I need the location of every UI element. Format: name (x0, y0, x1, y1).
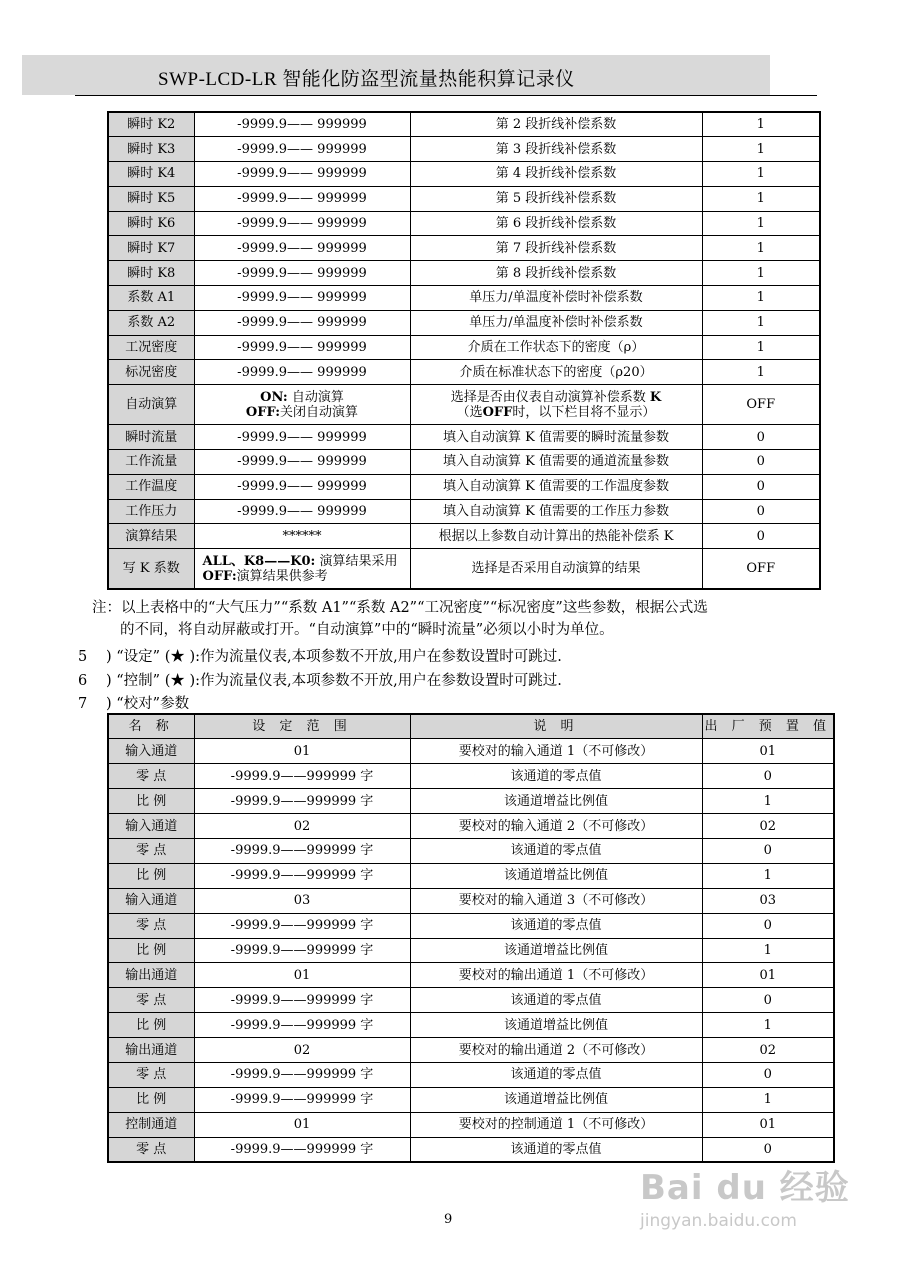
param-range: -9999.9—— 999999 (194, 112, 410, 137)
param-range: -9999.9—— 999999 (194, 425, 410, 450)
param-description: 该通道增益比例值 (410, 863, 702, 888)
table-row (108, 764, 834, 789)
param-default: 1 (702, 286, 820, 311)
table-row (108, 789, 834, 814)
param-default: 1 (702, 137, 820, 162)
param-range: -9999.9——999999 字 (194, 1062, 410, 1087)
param-range: -9999.9—— 999999 (194, 450, 410, 475)
param-default: 02 (702, 814, 834, 839)
param-name: 瞬时 K7 (108, 236, 194, 261)
cell-text: 关闭自动演算 (280, 404, 359, 420)
param-range (194, 385, 410, 425)
column-header: 名 称 (108, 714, 194, 739)
table-row (108, 1137, 834, 1162)
param-range: 02 (194, 1038, 410, 1063)
param-name: 零 点 (108, 838, 194, 863)
param-name: 瞬时 K5 (108, 186, 194, 211)
param-description: 第 7 段折线补偿系数 (410, 236, 702, 261)
table-row (108, 360, 820, 385)
param-default: 1 (702, 186, 820, 211)
param-name: 输入通道 (108, 888, 194, 913)
param-range: -9999.9—— 999999 (194, 137, 410, 162)
param-name: 瞬时 K6 (108, 211, 194, 236)
param-range: -9999.9——999999 字 (194, 764, 410, 789)
param-description: 单压力/单温度补偿时补偿系数 (410, 310, 702, 335)
param-name: 工况密度 (108, 335, 194, 360)
param-default: 01 (702, 1112, 834, 1137)
cell-text: 自动演算 (291, 389, 344, 405)
table-row (108, 1013, 834, 1038)
param-default: 0 (702, 913, 834, 938)
param-default: 02 (702, 1038, 834, 1063)
table-row (108, 425, 820, 450)
param-default: 0 (702, 988, 834, 1013)
param-name: 比 例 (108, 1087, 194, 1112)
param-range: -9999.9——999999 字 (194, 938, 410, 963)
param-default: 1 (702, 162, 820, 187)
param-range: -9999.9—— 999999 (194, 236, 410, 261)
param-default: 1 (702, 335, 820, 360)
table-row (108, 162, 820, 187)
param-range: -9999.9——999999 字 (194, 1087, 410, 1112)
param-default: 1 (702, 360, 820, 385)
column-header: 设 定 范 围 (194, 714, 410, 739)
param-default: 1 (702, 236, 820, 261)
param-name: 自动演算 (108, 385, 194, 425)
table-header-row (108, 714, 834, 739)
param-description: 要校对的输入通道 3（不可修改） (410, 888, 702, 913)
param-description: 要校对的输出通道 1（不可修改） (410, 963, 702, 988)
param-description: 选择是否采用自动演算的结果 (410, 549, 702, 589)
param-range: 01 (194, 739, 410, 764)
param-name: 输入通道 (108, 739, 194, 764)
table-row (108, 261, 820, 286)
table-row (108, 938, 834, 963)
param-default: 0 (702, 838, 834, 863)
param-name: 比 例 (108, 789, 194, 814)
parameter-table (107, 111, 821, 590)
param-description: 该通道的零点值 (410, 764, 702, 789)
param-range: -9999.9——999999 字 (194, 1013, 410, 1038)
table-row (108, 863, 834, 888)
param-name: 标况密度 (108, 360, 194, 385)
page-number: 9 (444, 1212, 453, 1227)
param-default: 0 (702, 425, 820, 450)
param-range: -9999.9—— 999999 (194, 286, 410, 311)
param-description: 该通道增益比例值 (410, 1087, 702, 1112)
param-name: 零 点 (108, 764, 194, 789)
cell-text: K (649, 389, 662, 405)
param-range: ****** (194, 524, 410, 549)
param-name: 输入通道 (108, 814, 194, 839)
table-row (108, 838, 834, 863)
param-range: -9999.9——999999 字 (194, 988, 410, 1013)
param-range: -9999.9—— 999999 (194, 162, 410, 187)
param-range (194, 549, 410, 589)
param-description: 要校对的输出通道 2（不可修改） (410, 1038, 702, 1063)
param-name: 瞬时 K8 (108, 261, 194, 286)
param-name: 演算结果 (108, 524, 194, 549)
watermark-logo: Bai du 经验 (640, 1168, 850, 1208)
param-description: 第 4 段折线补偿系数 (410, 162, 702, 187)
param-default: OFF (702, 549, 820, 589)
param-range: 03 (194, 888, 410, 913)
param-name: 工作温度 (108, 474, 194, 499)
param-description: 该通道的零点值 (410, 913, 702, 938)
list-item: 7 ) “校对”参数 (78, 696, 190, 712)
header-rule (75, 95, 817, 96)
table-row (108, 988, 834, 1013)
param-default: 0 (702, 499, 820, 524)
param-description: 要校对的控制通道 1（不可修改） (410, 1112, 702, 1137)
param-description: 要校对的输入通道 2（不可修改） (410, 814, 702, 839)
param-name: 瞬时 K4 (108, 162, 194, 187)
param-default: OFF (702, 385, 820, 425)
table-row (108, 186, 820, 211)
list-item: 6 ) “控制” (★ ):作为流量仪表,本项参数不开放,用户在参数设置时可跳过. (78, 673, 562, 689)
param-description: 该通道增益比例值 (410, 789, 702, 814)
param-description: 单压力/单温度补偿时补偿系数 (410, 286, 702, 311)
list-item: 5 ) “设定” (★ ):作为流量仪表,本项参数不开放,用户在参数设置时可跳过. (78, 649, 562, 665)
table-note (92, 597, 832, 641)
param-range: -9999.9——999999 字 (194, 789, 410, 814)
param-name: 瞬时流量 (108, 425, 194, 450)
param-range: -9999.9—— 999999 (194, 186, 410, 211)
cell-text: OFF: (245, 404, 281, 420)
param-range: 01 (194, 1112, 410, 1137)
param-default: 1 (702, 1013, 834, 1038)
param-default: 01 (702, 739, 834, 764)
table-row (108, 524, 820, 549)
param-range: -9999.9—— 999999 (194, 499, 410, 524)
param-description: 填入自动演算 K 值需要的瞬时流量参数 (410, 425, 702, 450)
table-row (108, 1087, 834, 1112)
param-default: 1 (702, 863, 834, 888)
param-default: 1 (702, 310, 820, 335)
param-description: 第 2 段折线补偿系数 (410, 112, 702, 137)
param-default: 03 (702, 888, 834, 913)
param-description: 该通道的零点值 (410, 1062, 702, 1087)
table-row (108, 450, 820, 475)
note-line-1: 注：以上表格中的“大气压力”“系数 A1”“系数 A2”“工况密度”“标况密度”这些参数，根据公式选 (92, 600, 708, 616)
param-name: 零 点 (108, 913, 194, 938)
table-row (108, 1112, 834, 1137)
param-name: 比 例 (108, 863, 194, 888)
param-description: 该通道的零点值 (410, 1137, 702, 1162)
table-row (108, 474, 820, 499)
table-row (108, 236, 820, 261)
param-range: -9999.9—— 999999 (194, 335, 410, 360)
param-default: 1 (702, 211, 820, 236)
baidu-watermark (640, 1160, 850, 1231)
param-description: 介质在工作状态下的密度（ρ） (410, 335, 702, 360)
param-description: 该通道增益比例值 (410, 938, 702, 963)
table-row (108, 814, 834, 839)
param-range: -9999.9——999999 字 (194, 1137, 410, 1162)
param-range: 02 (194, 814, 410, 839)
cell-text: 时，以下栏目将不显示） (512, 404, 656, 420)
param-description: 介质在标准状态下的密度（ρ20） (410, 360, 702, 385)
param-range: -9999.9—— 999999 (194, 261, 410, 286)
param-name: 瞬时 K3 (108, 137, 194, 162)
param-name: 零 点 (108, 1062, 194, 1087)
param-name: 工作流量 (108, 450, 194, 475)
param-description: 填入自动演算 K 值需要的工作温度参数 (410, 474, 702, 499)
param-default: 01 (702, 963, 834, 988)
table-row (108, 913, 834, 938)
cell-text: ON: (260, 389, 288, 405)
table-row (108, 1062, 834, 1087)
param-name: 输出通道 (108, 1038, 194, 1063)
table-row (108, 137, 820, 162)
param-name: 比 例 (108, 938, 194, 963)
cell-text: ALL、K8——K0: (202, 553, 316, 569)
cell-text: 演算结果采用 (319, 553, 398, 569)
cell-text: OFF (482, 404, 513, 420)
table-row (108, 335, 820, 360)
table-row (108, 211, 820, 236)
param-range: -9999.9——999999 字 (194, 838, 410, 863)
param-default: 0 (702, 524, 820, 549)
param-range: -9999.9—— 999999 (194, 310, 410, 335)
param-description: 该通道的零点值 (410, 838, 702, 863)
param-default: 0 (702, 1062, 834, 1087)
param-range: -9999.9——999999 字 (194, 863, 410, 888)
param-description: 该通道增益比例值 (410, 1013, 702, 1038)
param-default: 1 (702, 261, 820, 286)
param-name: 写 K 系数 (108, 549, 194, 589)
param-default: 1 (702, 938, 834, 963)
param-description: 该通道的零点值 (410, 988, 702, 1013)
table-row (108, 385, 820, 425)
note-line-2: 的不同，将自动屏蔽或打开。“自动演算”中的“瞬时流量”必须以小时为单位。 (120, 622, 614, 638)
param-name: 控制通道 (108, 1112, 194, 1137)
cell-text: OFF: (202, 568, 237, 584)
cell-text: 选择是否由仪表自动演算补偿系数 (450, 389, 646, 405)
param-range: -9999.9——999999 字 (194, 913, 410, 938)
table-row (108, 739, 834, 764)
param-default: 0 (702, 764, 834, 789)
column-header: 出 厂 预 置 值 (702, 714, 834, 739)
param-default: 0 (702, 474, 820, 499)
param-description: 第 6 段折线补偿系数 (410, 211, 702, 236)
param-description: 填入自动演算 K 值需要的通道流量参数 (410, 450, 702, 475)
table-row (108, 549, 820, 589)
param-default: 1 (702, 112, 820, 137)
param-name: 零 点 (108, 988, 194, 1013)
table-row (108, 963, 834, 988)
cell-text: （选 (456, 404, 483, 420)
param-description: 第 3 段折线补偿系数 (410, 137, 702, 162)
param-range: -9999.9—— 999999 (194, 360, 410, 385)
table-row (108, 499, 820, 524)
page-title: SWP-LCD-LR 智能化防盗型流量热能积算记录仪 (158, 69, 575, 90)
cell-text: 演算结果供参考 (236, 568, 328, 584)
param-description: 根据以上参数自动计算出的热能补偿系 K (410, 524, 702, 549)
param-name: 比 例 (108, 1013, 194, 1038)
param-default: 1 (702, 789, 834, 814)
param-description (410, 385, 702, 425)
table-row (108, 888, 834, 913)
watermark-url: jingyan.baidu.com (640, 1211, 797, 1231)
param-description: 第 5 段折线补偿系数 (410, 186, 702, 211)
table-row (108, 310, 820, 335)
param-description: 要校对的输入通道 1（不可修改） (410, 739, 702, 764)
table-row (108, 286, 820, 311)
column-header: 说 明 (410, 714, 702, 739)
param-range: 01 (194, 963, 410, 988)
param-name: 系数 A2 (108, 310, 194, 335)
table-row (108, 112, 820, 137)
param-range: -9999.9—— 999999 (194, 211, 410, 236)
table-row (108, 1038, 834, 1063)
param-name: 瞬时 K2 (108, 112, 194, 137)
param-name: 工作压力 (108, 499, 194, 524)
param-name: 零 点 (108, 1137, 194, 1162)
param-default: 0 (702, 450, 820, 475)
param-name: 输出通道 (108, 963, 194, 988)
param-description: 填入自动演算 K 值需要的工作压力参数 (410, 499, 702, 524)
param-name: 系数 A1 (108, 286, 194, 311)
param-default: 0 (702, 1137, 834, 1162)
param-range: -9999.9—— 999999 (194, 474, 410, 499)
param-description: 第 8 段折线补偿系数 (410, 261, 702, 286)
param-default: 1 (702, 1087, 834, 1112)
calibration-table (107, 713, 835, 1163)
